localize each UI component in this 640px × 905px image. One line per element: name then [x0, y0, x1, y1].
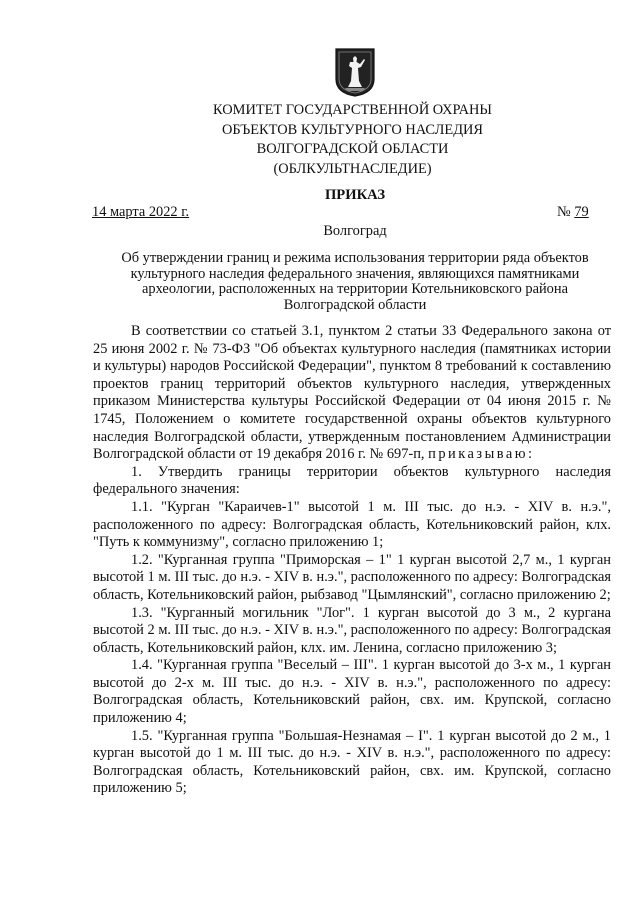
org-line: (ОБЛКУЛЬТНАСЛЕДИЕ): [273, 160, 432, 177]
item-paragraph: 1.2. "Курганная группа "Приморская – 1" 1 курган высотой 2,7 м., 1 курган высотой 1 м. III тыс. до н.э. - XIV в. н.э.", расположенного по адресу: Волгоградская область, Котельниковский район, рыбзавод "Цымлянский", согласно приложению 2;: [93, 551, 611, 603]
item-paragraph: 1. Утвердить границы территории объектов культурного наследия федерального значения:: [93, 463, 611, 498]
number-sign: №: [557, 204, 571, 220]
subject-line: Об утверждении границ и режима использования территории ряда объектов: [121, 250, 589, 266]
document-body: [93, 323, 611, 798]
subject-line: Волгоградской области: [283, 297, 427, 314]
document-subject: [100, 251, 610, 314]
document-city: Волгоград: [323, 223, 387, 239]
org-line: ВОЛГОГРАДСКОЙ ОБЛАСТИ: [256, 141, 449, 157]
document-date: 14 марта 2022 г.: [92, 204, 190, 220]
organization-name: [150, 101, 555, 179]
org-line: ОБЪЕКТОВ КУЛЬТУРНОГО НАСЛЕДИЯ: [221, 121, 484, 138]
preamble-paragraph: [93, 323, 611, 464]
volgograd-coat-of-arms-icon: [333, 47, 377, 97]
orders-word: приказываю:: [428, 446, 535, 463]
item-paragraph: 1.1. "Курган "Караичев-1" высотой 1 м. III тыс. до н.э. - XIV в. н.э.", расположенного по адресу: Волгоградская область, Котельниковский район, клх. "Путь к коммунизму", согласно приложению 1;: [93, 498, 611, 551]
org-line: КОМИТЕТ ГОСУДАРСТВЕННОЙ ОХРАНЫ: [213, 102, 492, 118]
item-paragraph: 1.4. "Курганная группа "Веселый – III". 1 курган высотой до 3-х м., 1 курган высотой до 2-х м. III тыс. до н.э. - XIV в. н.э.", расположенного по адресу: Волгоградская область, Котельниковский район, свх. им. Крупской, согласно приложению 4;: [93, 657, 611, 727]
document-type: ПРИКАЗ: [324, 187, 386, 203]
subject-line: культурного наследия федерального значения, являющихся памятниками: [130, 265, 580, 282]
preamble-text: В соответствии со статьей 3.1, пунктом 2 статьи 33 Федерального закона от 25 июня 2002 г. № 73-ФЗ "Об объектах культурного наследия (памятниках истории и культуры) народов Российской Федерации", пунктом 8 требований к составлению проектов границ территорий объектов культурного наследия, утвержденных приказом Министерства культуры Российской Федерации от 04 июня 2015 г. № 1745, Положением о комитете государственной охраны объектов культурного наследия Волгоградской области, утвержденным постановлением Администрации Волгоградской области от 19 декабря 2016 г. № 697-п,: [93, 323, 611, 463]
number-value: 79: [574, 204, 589, 220]
subject-line: археологии, расположенных на территории Котельниковского района: [142, 281, 568, 298]
document-number: [557, 204, 589, 221]
item-paragraph: 1.3. "Курганный могильник "Лог". 1 курган высотой до 3 м., 2 кургана высотой 2 м. III тыс. до н.э. - XIV в. н.э.", расположенного по адресу: Волгоградская область, Котельниковский район, клх. им. Ленина, согласно приложению 3;: [93, 604, 611, 656]
item-paragraph: 1.5. "Курганная группа "Большая-Незнамая – I". 1 курган высотой до 2 м., 1 курган высотой до 1 м. III тыс. до н.э. - XIV в. н.э.", расположенного по адресу: Волгоградская область, Котельниковский район, свх. им. Крупской, согласно приложению 5;: [93, 727, 611, 797]
